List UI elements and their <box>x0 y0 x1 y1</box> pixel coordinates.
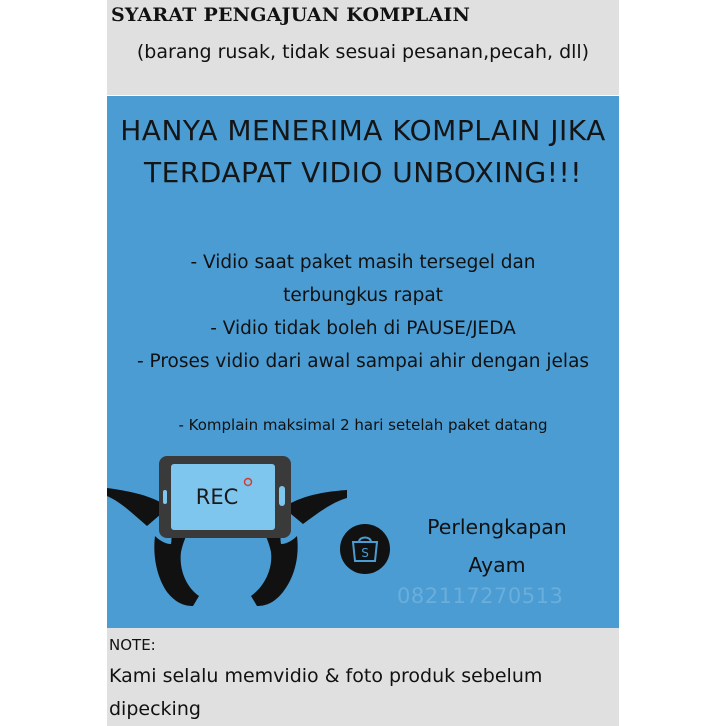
page-subtitle: (barang rusak, tidak sesuai pesanan,pecah, dll) <box>136 41 590 63</box>
rule-item-2: - Vidio tidak boleh di PAUSE/JEDA <box>210 318 516 339</box>
header-panel <box>107 0 619 95</box>
note-text: Kami selalu memvidio & foto produk sebelum dipecking <box>109 665 543 720</box>
note-label: NOTE: <box>109 636 156 654</box>
main-panel <box>107 96 619 628</box>
phone-number: 082117270513 <box>397 584 564 608</box>
rule-item-1: - Vidio saat paket masih tersegel dan terbungkus rapat <box>190 252 536 306</box>
rec-label: REC <box>195 485 239 509</box>
shop-name: Perlengkapan Ayam <box>427 515 567 577</box>
headline: HANYA MENERIMA KOMPLAIN JIKA TERDAPAT VIDIO UNBOXING!!! <box>120 114 606 189</box>
rule-item-3: - Proses vidio dari awal sampai ahir dengan jelas <box>136 351 590 372</box>
hands-holding-phone-recording-icon <box>107 452 347 612</box>
shopping-bag-icon <box>339 523 391 575</box>
page-title: SYARAT PENGAJUAN KOMPLAIN <box>111 4 471 26</box>
note-panel <box>107 628 619 726</box>
shop-icon-letter: S <box>361 546 369 560</box>
rule-item-4: - Komplain maksimal 2 hari setelah paket datang <box>178 416 548 434</box>
